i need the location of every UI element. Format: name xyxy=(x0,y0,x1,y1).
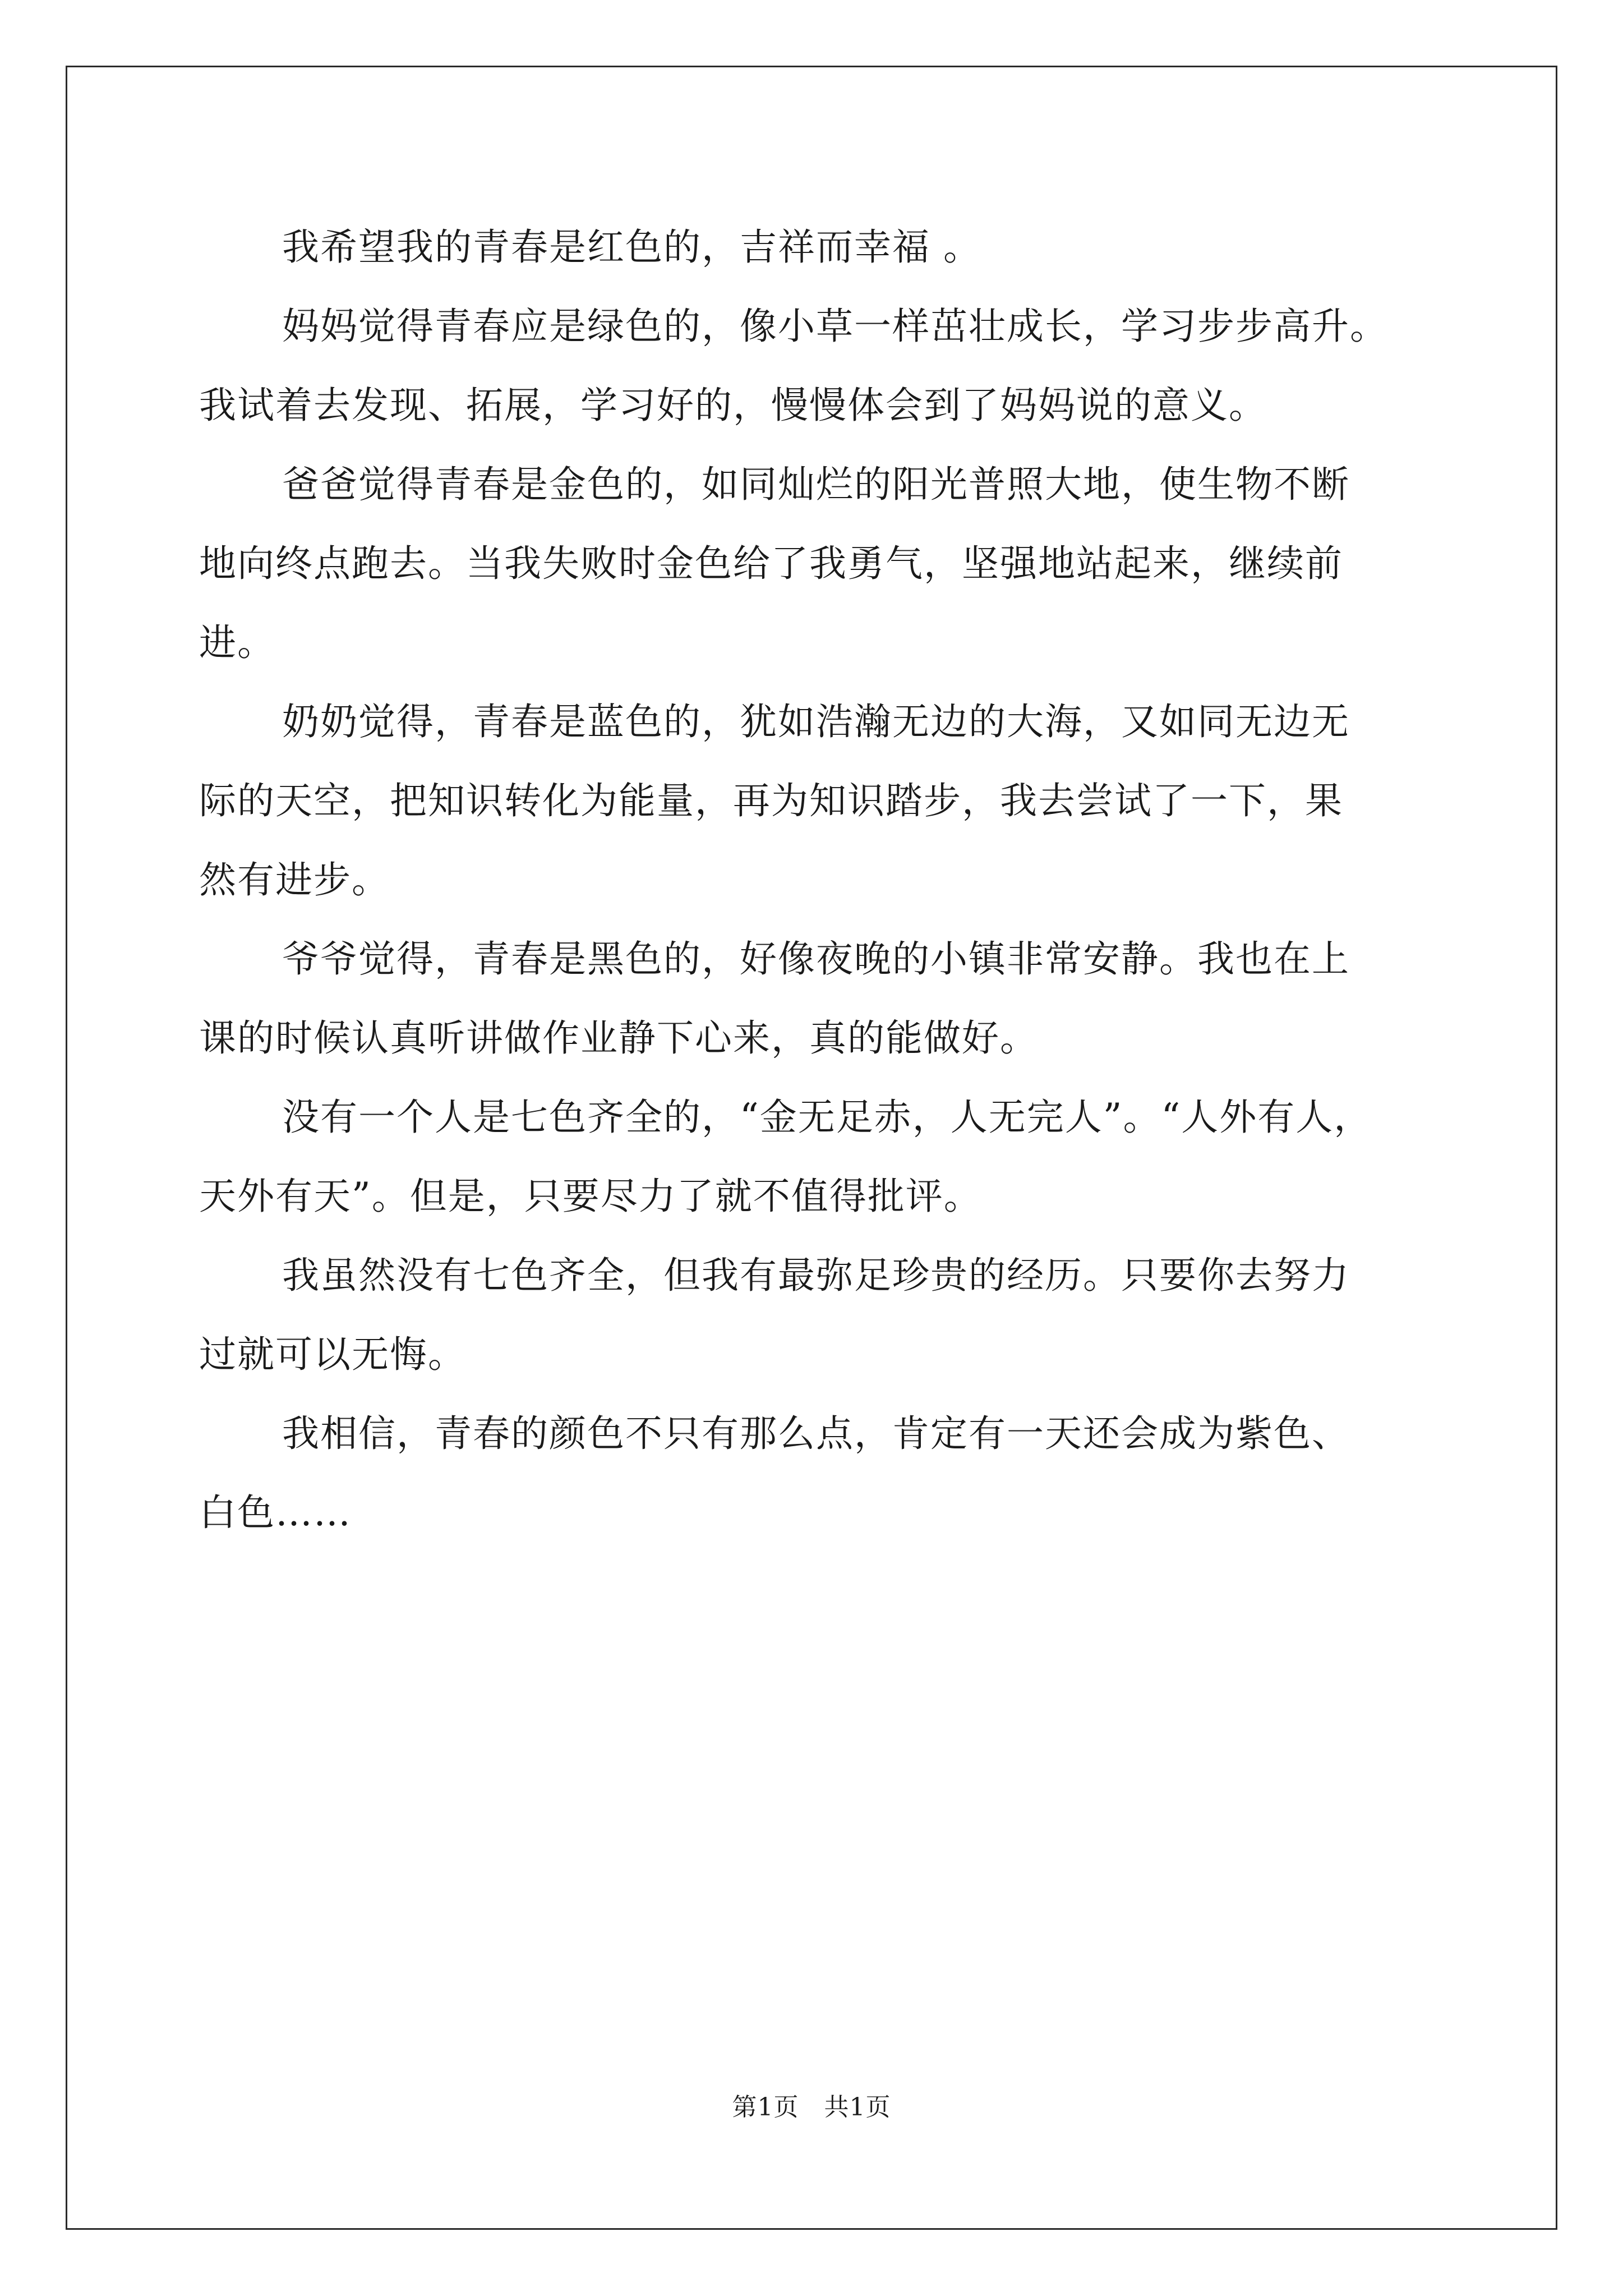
text-line: 妈妈觉得青春应是绿色的，像小草一样茁壮成长，学习步步高升。 xyxy=(282,305,1388,348)
text-line: 我虽然没有七色齐全，但我有最弥足珍贵的经历。只要你去努力 xyxy=(282,1254,1350,1297)
document-body xyxy=(199,208,1424,1552)
text-line: 过就可以无悔。 xyxy=(199,1333,466,1376)
text-line: 课的时候认真听讲做作业静下心来，真的能做好。 xyxy=(199,1016,1038,1060)
text-line: 没有一个人是七色齐全的，“金无足赤，人无完人”。“人外有人， xyxy=(282,1096,1372,1139)
text-line: 天外有天”。但是，只要尽力了就不值得批评。 xyxy=(199,1175,982,1218)
text-line: 奶奶觉得，青春是蓝色的，犹如浩瀚无边的大海，又如同无边无 xyxy=(282,700,1350,743)
text-line: 爷爷觉得，青春是黑色的，好像夜晚的小镇非常安静。我也在上 xyxy=(282,937,1350,981)
text-line: 我相信，青春的颜色不只有那么点，肯定有一天还会成为紫色、 xyxy=(282,1412,1350,1455)
text-line: 然有进步。 xyxy=(199,858,390,901)
text-line: 进。 xyxy=(199,621,275,664)
text-line: 地向终点跑去。当我失败时金色给了我勇气，坚强地站起来，继续前 xyxy=(199,542,1343,585)
text-line: 际的天空，把知识转化为能量，再为知识踏步，我去尝试了一下，果 xyxy=(199,779,1343,822)
text-line: 我试着去发现、拓展，学习好的，慢慢体会到了妈妈说的意义。 xyxy=(199,384,1267,427)
text-line: 我希望我的青春是红色的，吉祥而幸福 。 xyxy=(282,226,981,269)
text-line: 爸爸觉得青春是金色的，如同灿烂的阳光普照大地，使生物不断 xyxy=(282,463,1350,506)
text-line: 白色…… xyxy=(199,1491,352,1534)
page-number-footer: 第1页 共1页 xyxy=(732,2093,891,2122)
